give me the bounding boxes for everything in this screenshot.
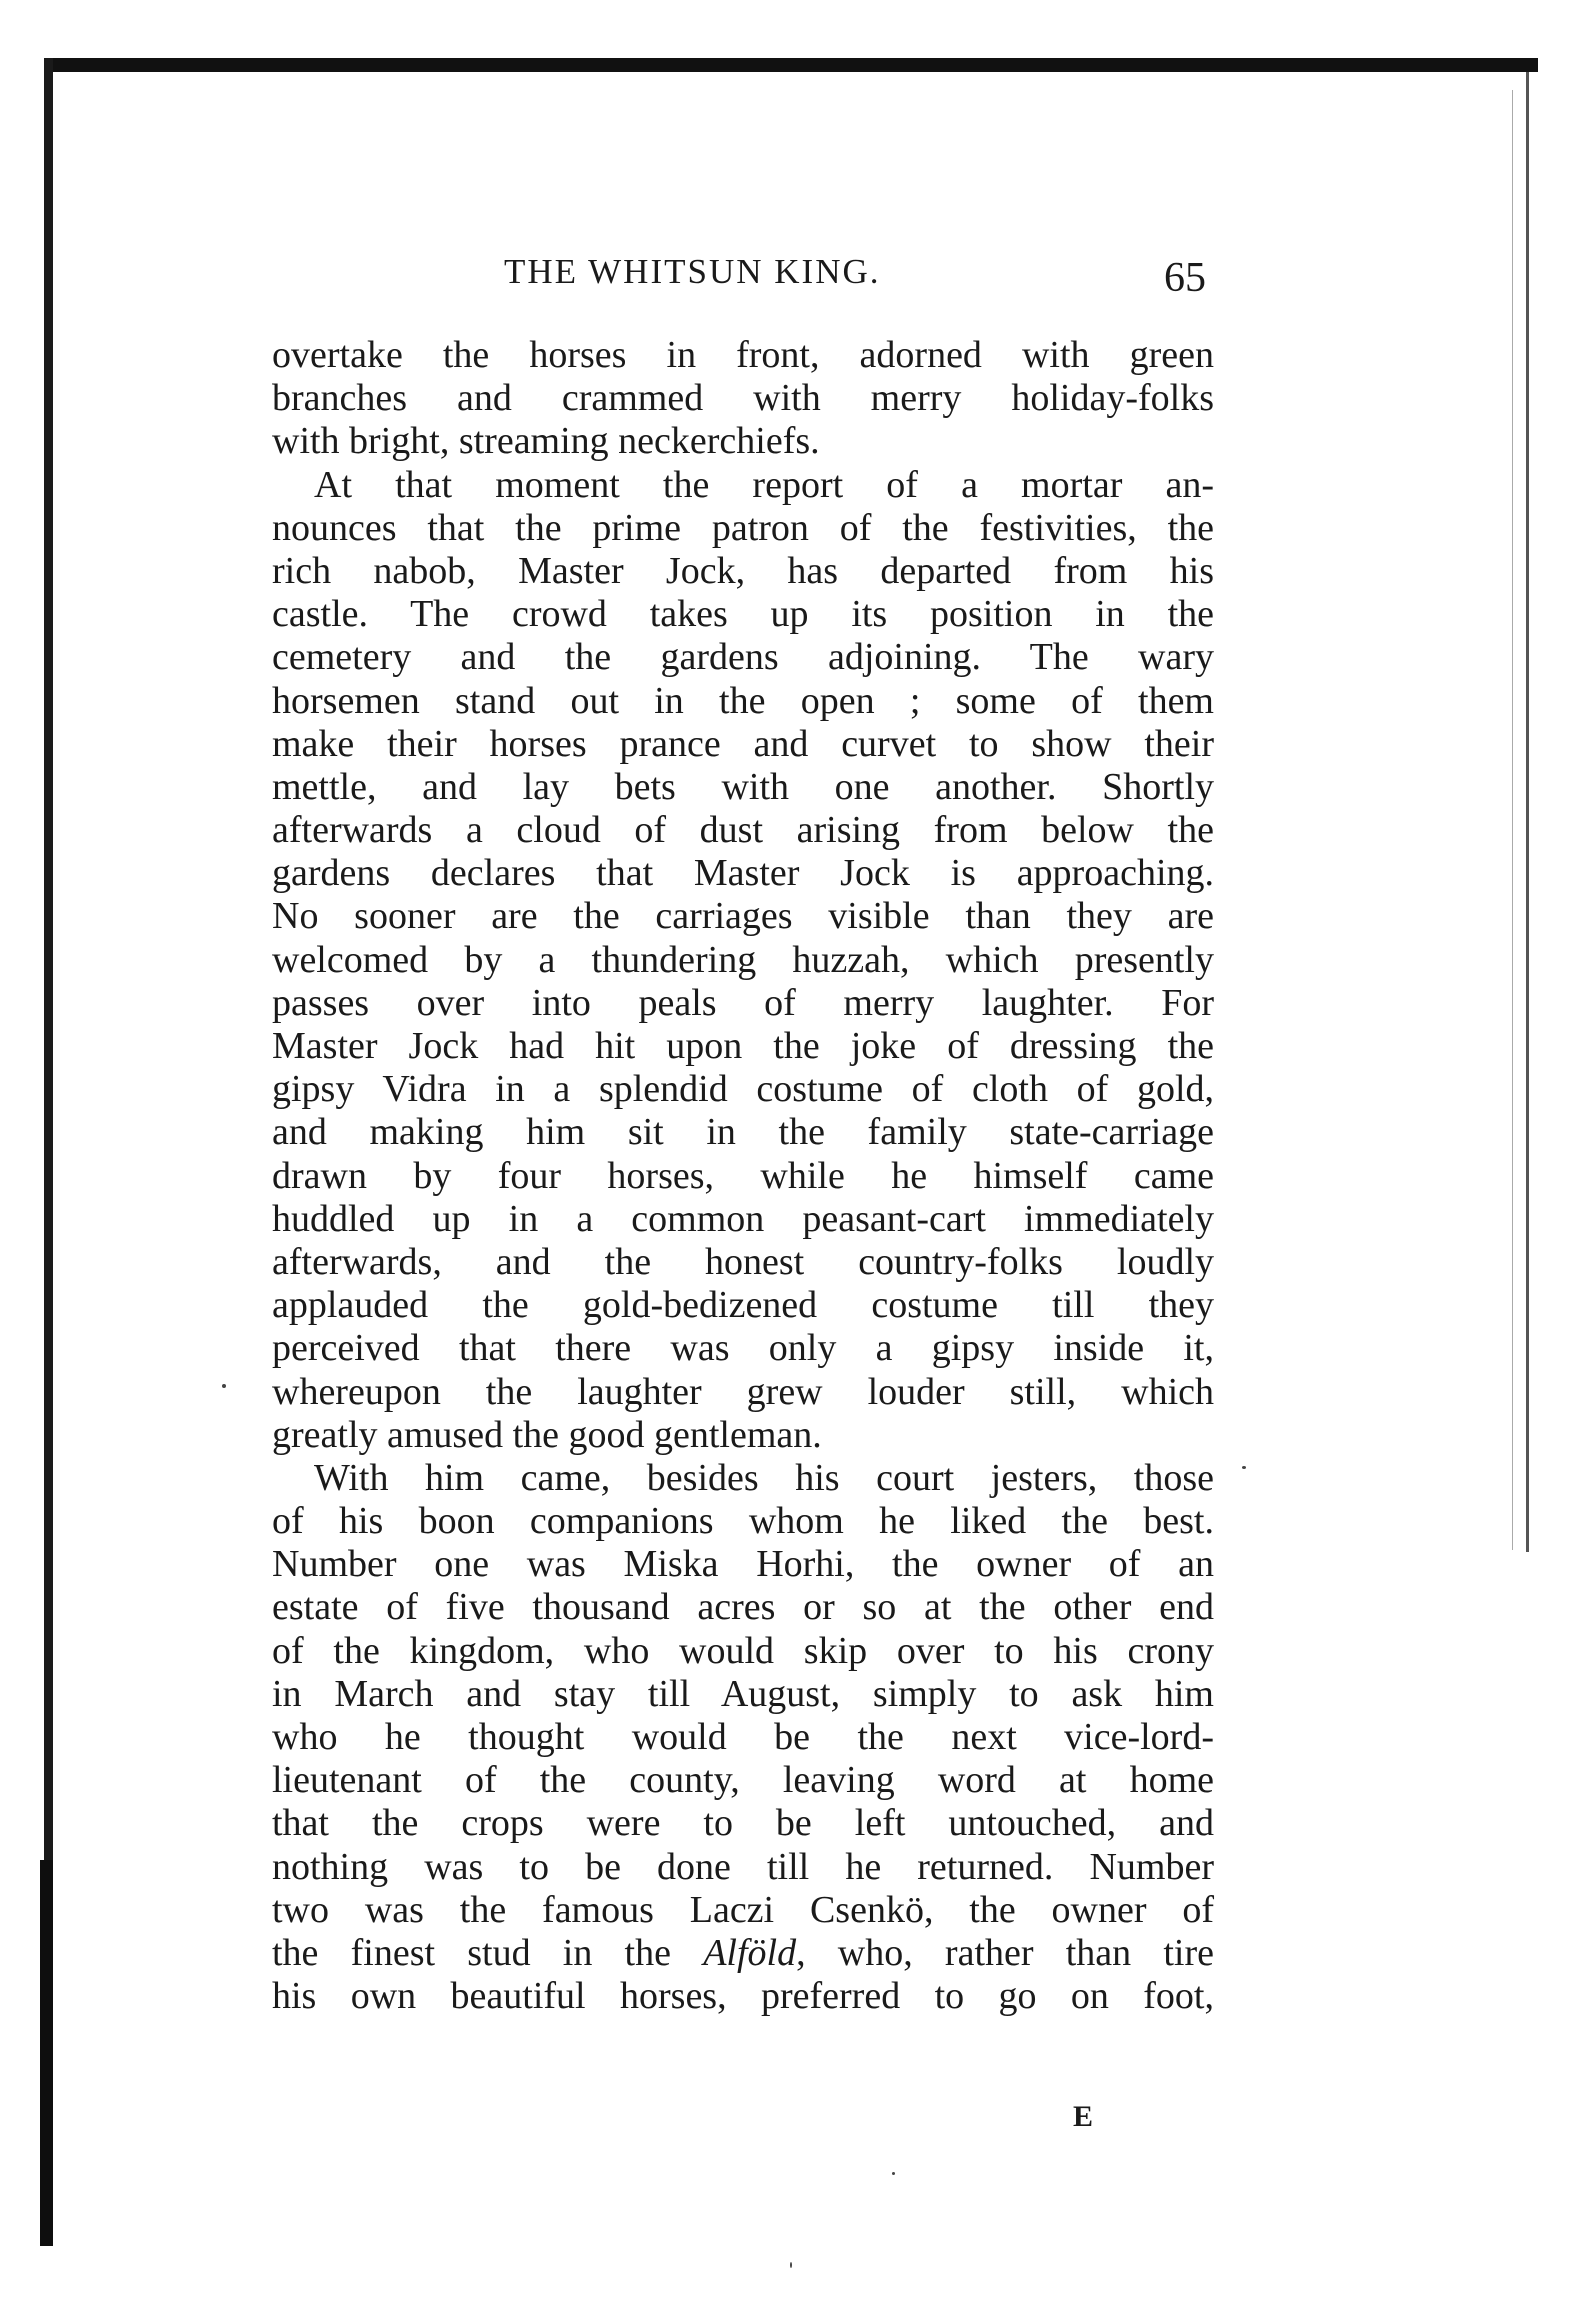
text-line: greatly amused the good gentleman.	[272, 1413, 822, 1456]
text-line: of his boon companions whom he liked the best.	[272, 1500, 1214, 1543]
page-header	[272, 252, 1214, 306]
text-line: welcomed by a thundering huzzah, which presently	[272, 938, 1214, 981]
text-segment: the finest stud in the	[272, 1931, 704, 1974]
text-line: nounces that the prime patron of the festivities, the	[272, 506, 1214, 549]
top-border-rule	[44, 58, 1538, 72]
text-line: branches and crammed with merry holiday-folks	[272, 377, 1214, 420]
print-speck	[1242, 1466, 1246, 1469]
text-line: estate of five thousand acres or so at the other end	[272, 1586, 1214, 1629]
text-line: two was the famous Laczi Csenkö, the owner of	[272, 1888, 1214, 1931]
text-line: in March and stay till August, simply to ask him	[272, 1672, 1214, 1715]
text-line: his own beautiful horses, preferred to go on foot,	[272, 1975, 1214, 2018]
text-line: mettle, and lay bets with one another. Shortly	[272, 765, 1214, 808]
body-text	[272, 334, 1214, 2018]
italic-place-name: Alföld	[703, 1931, 797, 1974]
text-line: gardens declares that Master Jock is approaching.	[272, 852, 1214, 895]
text-line: whereupon the laughter grew louder still, which	[272, 1370, 1214, 1413]
text-line: with bright, streaming neckerchiefs.	[272, 420, 820, 463]
text-line: cemetery and the gardens adjoining. The wary	[272, 636, 1214, 679]
text-line: huddled up in a common peasant-cart immediately	[272, 1197, 1214, 1240]
text-line: castle. The crowd takes up its position in the	[272, 593, 1214, 636]
text-line: At that moment the report of a mortar an-	[314, 463, 1214, 506]
text-line: With him came, besides his court jesters, those	[314, 1456, 1214, 1499]
right-border-rule	[1526, 72, 1529, 1552]
text-line: make their horses prance and curvet to show their	[272, 722, 1214, 765]
text-line	[272, 1932, 1214, 1975]
text-line: Master Jock had hit upon the joke of dressing the	[272, 1025, 1214, 1067]
text-line: rich nabob, Master Jock, has departed from his	[272, 549, 1214, 592]
text-line: of the kingdom, who would skip over to his crony	[272, 1629, 1214, 1672]
text-line: afterwards a cloud of dust arising from below the	[272, 809, 1214, 852]
text-line: No sooner are the carriages visible than they are	[272, 895, 1214, 938]
text-line: Number one was Miska Horhi, the owner of an	[272, 1543, 1214, 1586]
text-line: and making him sit in the family state-carriage	[272, 1111, 1214, 1154]
signature-mark: E	[1073, 2100, 1094, 2133]
text-line: that the crops were to be left untouched, and	[272, 1802, 1214, 1845]
text-line: horsemen stand out in the open ; some of them	[272, 679, 1214, 722]
page-number: 65	[1164, 255, 1206, 301]
right-border-hairline	[1512, 90, 1513, 1550]
print-speck	[790, 2262, 792, 2268]
print-speck	[892, 2172, 895, 2175]
text-line: drawn by four horses, while he himself came	[272, 1154, 1214, 1197]
text-line: lieutenant of the county, leaving word at home	[272, 1759, 1214, 1802]
text-line: applauded the gold-bedizened costume till they	[272, 1284, 1214, 1327]
text-line: afterwards, and the honest country-folks loudly	[272, 1240, 1214, 1283]
text-line: passes over into peals of merry laughter. For	[272, 981, 1214, 1024]
text-line: perceived that there was only a gipsy inside it,	[272, 1327, 1214, 1370]
left-border-shadow	[40, 1860, 53, 2246]
text-line: gipsy Vidra in a splendid costume of cloth of gold,	[272, 1068, 1214, 1111]
text-line: overtake the horses in front, adorned with green	[272, 334, 1214, 376]
print-speck	[222, 1384, 226, 1388]
running-title: THE WHITSUN KING.	[504, 252, 881, 291]
text-segment: , who, rather than tire	[796, 1931, 1214, 1974]
text-line: nothing was to be done till he returned. Number	[272, 1845, 1214, 1888]
text-line: who he thought would be the next vice-lord-	[272, 1716, 1214, 1758]
